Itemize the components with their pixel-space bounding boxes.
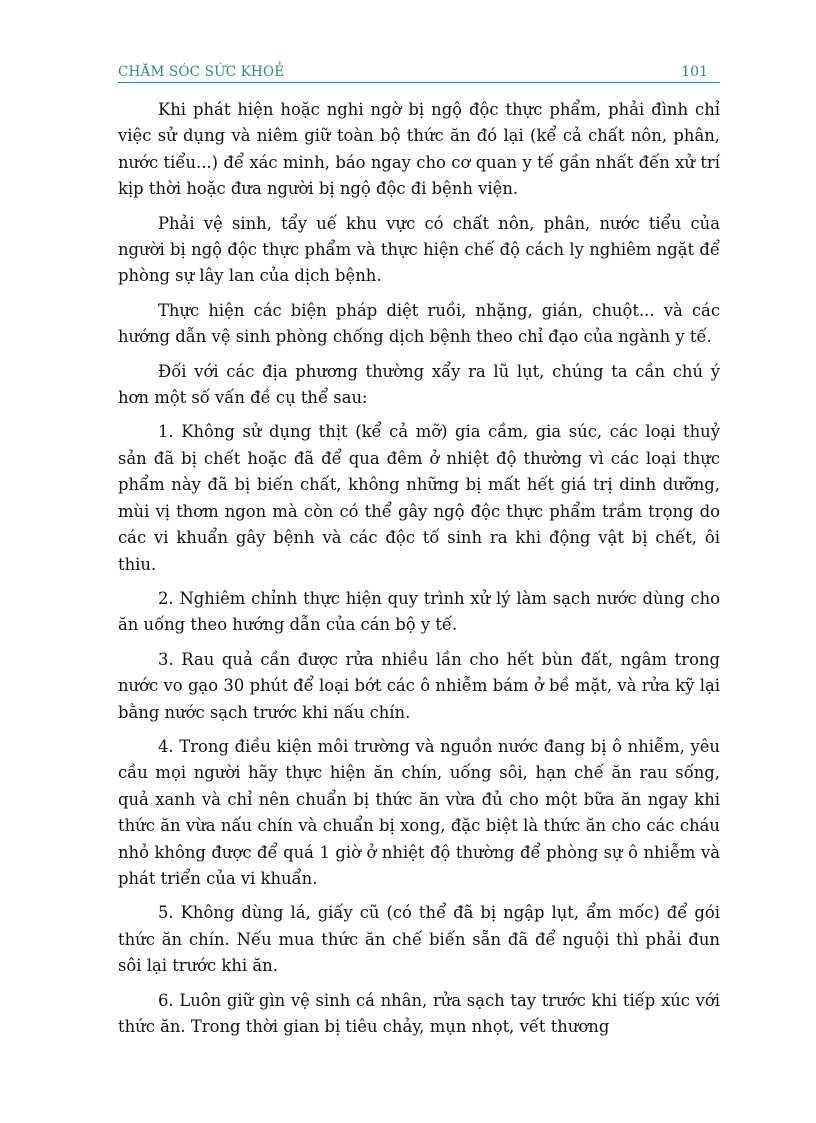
body-text [118,97,720,1040]
running-header [118,58,720,83]
list-item-6: 6. Luôn giữ gìn vệ sinh cá nhân, rửa sạch tay trước khi tiếp xúc với thức ăn. Trong thời gian bị tiêu chảy, mụn nhọt, vết thương [118,990,720,1036]
paragraph-disinfection: Phải vệ sinh, tẩy uế khu vực có chất nôn, phân, nước tiểu của người bị ngộ độc thực phẩm và thực hiện chế độ cách ly nghiêm ngặt để phòng sự lây lan của dịch bệnh. [118,213,720,286]
list-item-1: 1. Không sử dụng thịt (kể cả mỡ) gia cầm, gia súc, các loại thuỷ sản đã bị chết hoặc đã để qua đêm ở nhiệt độ thường vì các loại thực phẩm này đã bị biến chất, không những bị mất hết giá trị dinh dưỡng, mùi vị thơm ngon mà còn có thể gây ngộ độc thực phẩm trầm trọng do các vi khuẩn gây bệnh và các độc tố sinh ra khi động vật bị chết, ôi thiu. [118,422,720,574]
paragraph-flood-intro: Đối với các địa phương thường xẩy ra lũ lụt, chúng ta cần chú ý hơn một số vấn đề cụ thể sau: [118,361,720,408]
book-page [118,58,720,1048]
running-title: CHĂM SÓC SỨC KHOẺ [118,64,285,80]
paragraph-food-poisoning-response: Khi phát hiện hoặc nghi ngờ bị ngộ độc thực phẩm, phải đình chỉ việc sử dụng và niêm giữ toàn bộ thức ăn đó lại (kể cả chất nôn, phân, nước tiểu...) để xác minh, báo ngay cho cơ quan y tế gần nhất đến xử trí kịp thời hoặc đưa người bị ngộ độc đi bệnh viện. [118,100,720,199]
list-item-3: 3. Rau quả cần được rửa nhiều lần cho hết bùn đất, ngâm trong nước vo gạo 30 phút để loại bớt các ô nhiễm bám ở bề mặt, và rửa kỹ lại bằng nước sạch trước khi nấu chín. [118,649,720,722]
list-item-4: 4. Trong điều kiện môi trường và nguồn nước đang bị ô nhiễm, yêu cầu mọi người hãy thực hiện ăn chín, uống sôi, hạn chế ăn rau sống, quả xanh và chỉ nên chuẩn bị thức ăn vừa đủ cho một bữa ăn ngay khi thức ăn vừa nấu chín và chuẩn bị xong, đặc biệt là thức ăn cho các cháu nhỏ không được để quá 1 giờ ở nhiệt độ thường để phòng sự ô nhiễm và phát triển của vi khuẩn. [118,736,720,888]
list-item-2: 2. Nghiêm chỉnh thực hiện quy trình xử lý làm sạch nước dùng cho ăn uống theo hướng dẫn của cán bộ y tế. [118,588,720,635]
page-number: 101 [681,64,708,80]
list-item-5: 5. Không dùng lá, giấy cũ (có thể đã bị ngập lụt, ẩm mốc) để gói thức ăn chín. Nếu mua thức ăn chế biến sẵn đã để nguội thì phải đun sôi lại trước khi ăn. [118,903,720,976]
paragraph-pest-control: Thực hiện các biện pháp diệt ruồi, nhặng, gián, chuột... và các hướng dẫn vệ sinh phòng chống dịch bệnh theo chỉ đạo của ngành y tế. [118,300,720,347]
